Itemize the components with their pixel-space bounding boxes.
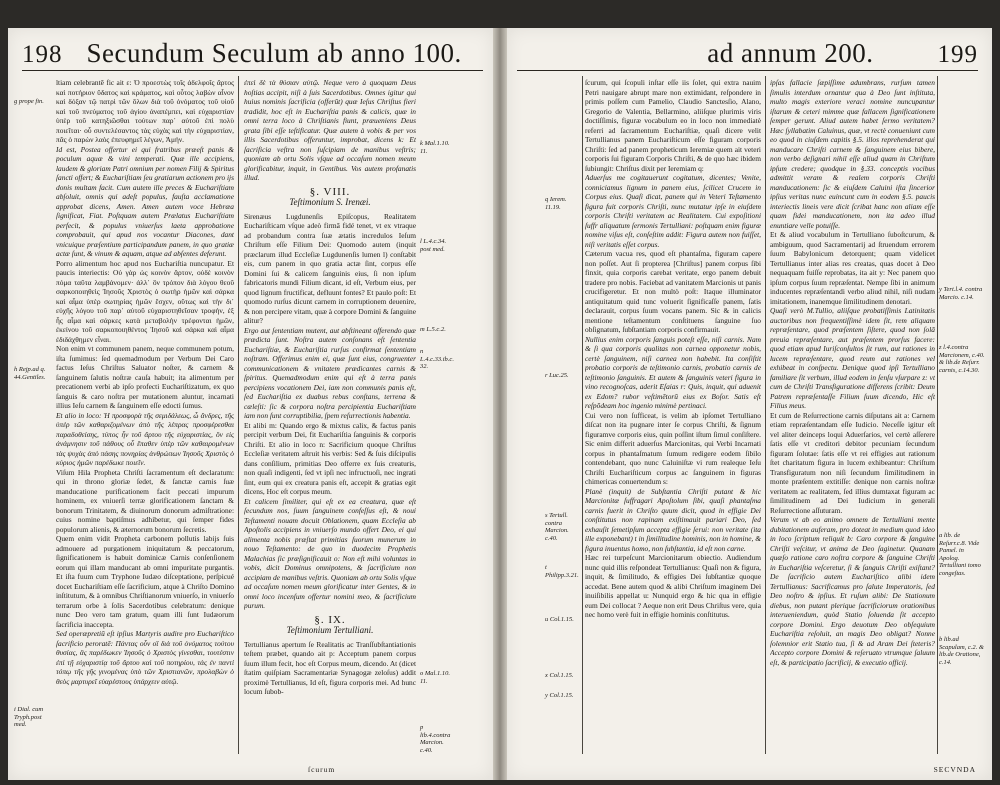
section-title: Teſtimonium Tertulliani. — [286, 625, 374, 635]
margin-note: h Rejp.ad q. 44.Gentiles. — [14, 366, 46, 381]
paragraph: Tertullianus apertum ſe Realitatis ac Tranſſubſtantiationis teſtem præbet, quando ait p: Acceptum panem corpus ſuum illum fecit, hoc eſt Corpus meum, dicendo. At (dicet ſtatim quiſpiam Sacramentariæ Synagogæ zeloſus) addit proximè Tertullianus, Id eſt, figura corporis mei. Ad hunc locum ſubob- — [244, 639, 416, 696]
paragraph: Viſum Hila Propheta Chriſti ſacramentum eſt declaratum: qui in throno gloriæ ſedet, & ſanctæ carnis ſuæ manducatione purificationem facit peccati impurum hominem, ex vniuerſi terræ glorificationem ſanctam & bonorum Trinitatem, & diuinorum donorum admiſtratione: cuius nomine baptiſmus adhibetur, qui ſemper fides populorum alienis, & æternorum bonorum ſecretis. — [56, 467, 234, 534]
left-page — [8, 28, 493, 780]
left-page-number: 198 — [22, 41, 63, 68]
margin-note: b lib.ad Scapulam, c.2. & lib.de Oratione, c.14. — [939, 636, 984, 666]
section-title: Teſtimonium S. Irenæi. — [289, 197, 371, 207]
margin-note: a lib. de Reſurr.c.8. Vide Pamel. in Apolog. Tertulliani tomo congeſtas. — [939, 532, 981, 577]
margin-note: k Mal.1.10. 11. — [420, 140, 450, 155]
paragraph: Sirenæus Lugdunenſis Epiſcopus, Realitatem Euchariſticam vſque adeò firmā fidé tenet, vt ex vtraque ad probandum contra ſuæ ætatis incredulos Ieſum Chriſtum eſſe Filium Dei: Quomodo autem (inquit præclarum illud Eccleſiæ Lugdunenſis lumen l) conſtabit eis, cum panem in quo gratia actæ ſint, corpus eſſe Domini ſui & calicem ſanguinis eius, ſi non ipſum fabricatoris mundi Filium dicant, id eſt, Verbum eius, per quod lignum fructificat, defluunt fontes? Et paulo poſt: Et quomodo rurſus dicunt carnem in corruptionem deuenire, & non percipere vitam, quæ à corpore Domini & ſanguine alitur? — [244, 211, 416, 325]
margin-note: n L.4.c.33.ib.c. 32. — [420, 348, 454, 370]
paragraph: Non enim vt communem panem, neque communem potum, iſta ſumimus: ſed quemadmodum per Verbum Dei Caro factus Ieſus Chriſtus Saluator noſter, & carnem & ſanguinem ſalutis noſtræ cauſa habuit; ita alimentum per precationem verbi ab ipſo profecti Euchariſtizatum, ex quo ſanguis & caro noſtra per mutationem aluntur, incarnati illius Ieſu carnem & ſanguinem eſſe edocti ſumus. — [56, 344, 234, 410]
paragraph: Id est, Postea offertur ei qui fratribus præeſt panis & poculum aquæ & vini temperati. Quæ ille accipiens, laudem & gloriam Patri omnium per nomen Filij & Spiritus ſancti offert; & Euchariſtiam ſeu gratiarum actionem pro ijs donis multam facit. Cum autem ille preces & Euchariſtiam abſoluit, omnis qui adeſt populus, fauſta acclamatione approbat dicens, Amen. Amen autem voce Hebræa ſignificat, Fiat. Poſtquam autem Prælatus Euchariſtiam perfecit, & populus vniuerſus laeta approbatione comprobauit, qui apud nos vocantur Diacones, dant vnicuique præſentium participandum panem, in quo gratiæ actæ ſunt, & vinum & aquam, atque ad abſentes deferunt. — [56, 144, 234, 258]
left-catchword: ſcurum — [308, 765, 336, 774]
left-outer-margin-notes — [14, 76, 52, 756]
left-text-column-1 — [56, 78, 234, 756]
right-page-number: 199 — [937, 41, 978, 68]
margin-note: q Ierem. 11.19. — [545, 196, 567, 211]
column-rule — [238, 76, 239, 754]
left-running-title: Secundum Seculum ab anno 100. — [86, 38, 462, 68]
column-rule — [765, 76, 766, 754]
paragraph: Ergo aut ſententiam mutent, aut abſtineant offerendo quæ prædicta ſunt. Noſtra autem conſonans eſt ſententia Euchariſtiæ, & Euchariſtia rurſus confirmat ſententiam noſtram. Offerimus enim ei, quæ ſunt eius, congruenter communicationem & vnitatem prædicantes carnis & ſpiritus. Quemadmodum enim qui eſt à terra panis percipiens vocationem Dei, iam non communis panis eſt, ſed Euchariſtia ex duabus rebus conſtans, terrena & cæleſti: ſic & corpora noſtra percipientia Euchariſtiam iam non ſunt corruptibilia, ſpem reſurrectionis habentia. — [244, 325, 416, 420]
right-outer-margin-notes — [939, 76, 985, 756]
margin-note: l L.4.c.34. post med. — [420, 238, 447, 253]
section-number: §. IX. — [314, 613, 346, 626]
paragraph: Et cum de Reſurrectione carnis diſputans ait a: Carnem etiam repræſentandam eſſe Iudicio. Neceſſe igitur eſt vel aliter deinceps loqui Aduerſarios, vel certè aſſerere ſatis eſſe vt creditori debitor pecuniam ſecundum figuram ſolutae: ſatis eſſe vt rei effigies aut rationum ſtet charitatum figura in lucem exhibeantur: Chriſtum Transfiguratum non niſi ſecundum ſimilitudinem in monte præſentem extitiſſe: denique non carnis noſtræ veritatem ac realitatem, ſed illius dumtaxat figuram ac ſimilitudinem ad Dei Iudicium in generali Reſurrectione aſſuturam. — [770, 410, 935, 515]
paragraph: Sed operæpretiū eſt ipſius Martyris audire pro Euchariſtico ſacrificio peroratē: Πάντας οὖν οἳ διὰ τοῦ ὀνόματος τούτου θυσίας, ἃς παρέδωκεν Ἰησοῦς ὁ Χριστὸς γίνεσθαι, τουτέστιν ἐπὶ τῇ εὐχαριστίᾳ τοῦ ἄρτου καὶ τοῦ ποτηρίου, τὰς ἐν παντὶ τόπῳ τῆς γῆς γινομένας ὑπὸ τῶν Χριστιανῶν, προλαβὼν ὁ θεὸς μαρτυρεῖ εὐαρέστους ὑπάρχειν αὐτῷ. — [56, 629, 234, 686]
left-text-column-2 — [244, 78, 416, 756]
right-running-title: ad annum 200. — [707, 38, 874, 68]
paragraph: Porro alimentum hoc apud nos Euchariſtia nuncupatur. Et paucis interiectis: Οὐ γὰρ ὡς κοινὸν ἄρτον, οὐδὲ κοινὸν πόμα ταῦτα λαμβάνομεν· ἀλλ᾽ ὃν τρόπον διὰ λόγου θεοῦ σαρκοποιηθεὶς Ἰησοῦς Χριστὸς ὁ σωτὴρ ἡμῶν καὶ σάρκα καὶ αἷμα ὑπὲρ σωτηρίας ἡμῶν ἔσχεν, οὕτως καὶ τὴν δι᾽ εὐχῆς λόγου τοῦ παρ᾽ αὐτοῦ εὐχαριστηθεῖσαν τροφήν, ἐξ ἧς αἷμα καὶ σάρκες κατὰ μεταβολὴν τρέφονται ἡμῶν, ἐκείνου τοῦ σαρκοποιηθέντος Ἰησοῦ καὶ σάρκα καὶ αἷμα ἐδιδάχθημεν εἶναι. — [56, 258, 234, 344]
paragraph: Cæterum vacua res, quod eſt phantaſma, figuram capere non poſſet. Aut ſi propterea [Chriſtus] panem corpus ſibi finxit, quia corporis carebat veritate, ergo panem debuit tradere pro nobis. Faciebat ad vanitatem Marcionis ut panis crucifigeretur. Et non multò poſt: Itaque illuminator antiquitatum quid tunc voluerit ſignificaſſe panem, ſatis declarauit, corpus ſuum vocans panem. Sic & in calicis mentione teſtamentum conſtituens ſanguine ſuo obſignatum, ſubſtantiam corporis confirmauit. — [585, 249, 761, 334]
margin-note: m L.5.c.2. — [420, 326, 446, 333]
margin-note: u Col.1.15. — [545, 616, 574, 623]
right-text-column-2 — [770, 78, 935, 756]
paragraph: Quaſi verò M.Tullio, aliiſque probatiſſimis Latinitatis auctoribus non frequentiſſimè idem ſit, rem aliquam repræſentare, quod præſentem ſiſtere, quod non ſolā preuia repræſentare, aut præſentem prorſus facere: quod etiam apud Iuriſconſultos ſit rum, aut rationes in lucem repræſentare, quod reum aut rationes vel exhibeat in conſpectu. Denique quod ipſi Tertulliano familiare ſit verbum, illud eodem in ſenſu vſurpare z: vt cum de Chriſti Transfiguratione differens ſcribit: Deum Patrem repræſentaſſe Filium ſuum dicendo, Hic eſt Filius meus. — [770, 306, 935, 410]
right-inner-margin-notes — [545, 76, 581, 756]
margin-note: g prope fin. — [14, 98, 44, 105]
margin-note: y Col.1.15. — [545, 692, 574, 699]
paragraph: ſcurum, qui ſcopuli inſtar eſſe iis ſolet, qui extra nauim Petri nauigare abrupt mare non extimidant, reſpondere in primis poſſem cum Pamelio, Claudio Sanctesſio, Alano, Gregorio de Valentia, Bellarmino, aliiſque plurimis viris doctiſſimis, figuræ vocabulum eo in loco non immediatè referri ad ſacramentum Euchariſtiæ, quaſi dicere velit Tertullianus panem Euchariſticum eſſe figuram corporis Chriſti: ſed ad panem propheticum Ieremiæ quem ait veteri corporis ſui figuram Corporis Chriſti, & de quo hæc ibidem ſubiungit: Chriſtus dixit per Ieremiam q: — [585, 78, 761, 173]
paragraph: Cui vero non ſufficeat, is velim ab ipſomet Tertulliano diſcat non ita pugnare inter ſe corpus Chriſti, & ſignum figuramve corporis eius, quin poſſint iſtum ſimul conſiſtere. Sic enim differit aduerſus Marcionitas, qui Verbi Incarnati corpus in phantaſmatum ſumum redigere eodem ſibilo contendebant, quo nunc Caluiniſtæ vi rum realeque Ieſu Chriſti Euchariſticum corpus ac ſanguinem in figuras chimericas conuertendum s: — [585, 410, 761, 486]
margin-note: y Tert.l.4. contra Marcio. c.14. — [939, 286, 983, 301]
column-rule — [582, 76, 583, 754]
paragraph: ltiam celebrantē fic ait ε: Ὁ προεστὼς τοῖς ἀδελφοῖς ἄρτος καὶ ποτήριον ὕδατος καὶ κράματος, καὶ οὗτος λαβὼν αἶνον καὶ δόξαν τῷ πατρὶ τῶν ὅλων διὰ τοῦ ὀνόματος τοῦ υἱοῦ καὶ τοῦ πνεύματος τοῦ ἁγίου ἀναπέμπει, καὶ εὐχαριστίαν ὑπὲρ τοῦ κατηξιῶσθαι τούτων παρ᾽ αὐτοῦ ἐπὶ πολὺ ποιεῖται· οὗ συντελέσαντος τὰς εὐχὰς καὶ τὴν εὐχαριστίαν, πᾶς ὁ παρὼν λαὸς ἐπευφημεῖ λέγων, Ἀμήν. — [56, 78, 234, 144]
margin-note: s Tertull. contra Marcion. c.40. — [545, 512, 569, 542]
paragraph: ἐπεὶ δὲ τὰ θύσιαν αὐτῷ. Neque vero à quoquam Deus hoſtias accipit, niſi à ſuis Sacerdotibus. Omnes igitur qui huius nominis ſacrificia (offerūt) quæ Ieſus Chriſtus fieri tradidit, hoc eſt in Euchariſtia panis & calicis, quæ in omni terra loco à Chriſtianis fiunt, præueniens Deus grata ſibi eſſe teſtificatur. Quæ autem à vobis & per vos illis Sacerdotibus offeruntur, improbat, dicens k: Et ſacrificia veſtra non ſuſcipiam de manibus veſtris; quoniam ab ortu Solis vſque ad occaſum nomen meum glorificabitur, inquit, in Gentibus. Vos autem profanatis illud. — [244, 78, 416, 182]
paragraph: Hæc rei turpeſcunt Marcionitarum obiectio. Audiendum nunc quid illis reſpondeat Tertullianus: Quaſi non & figura, inquit, & ſimilitudo, & effigies Dei ſubſtantiæ quoque accedat. Bene autem quod & alibi Chriſtum imaginem Dei inuiſibilis appellat u: Nunquid ergo & hic qua in effigie eum Dei collocat ? Aeque non erit Deus Chriſtus vere, quia nec homo verè fuit in effigie hominis conſtitutus. — [585, 553, 761, 619]
right-running-header — [517, 38, 978, 71]
margin-note: x Col.1.15. — [545, 672, 574, 679]
paragraph: Et alio in loco: Ἡ προσφορὰ τῆς σεμιδάλεως, ὦ ἄνδρες, τῆς ὑπὲρ τῶν καθαριζομένων ἀπὸ τῆς λέπρας προσφέρεσθαι παραδοθείσης, τύπος ἦν τοῦ ἄρτου τῆς εὐχαριστίας, ὃν εἰς ἀνάμνησιν τοῦ πάθους οὗ ἔπαθεν ὑπὲρ τῶν καθαιρομένων τὰς ψυχὰς ἀπὸ πάσης πονηρίας ἀνθρώπων Ἰησοῦς Χριστὸς ὁ κύριος ἡμῶν παρέδωκε ποιεῖν. — [56, 410, 234, 467]
margin-note: r Luc.25. — [545, 372, 569, 379]
book-gutter — [493, 28, 507, 780]
paragraph: Planè (inquit) de Subſtantia Chriſti putant & hic Marcionitæ ſuffragari Apoſtolum ſibi, quaſi phantaſma carnis fuerit in Chriſto quum dicit, quod in effigie Dei conſtitutus non rapinam exiſtimauit pariari Deo, ſed exhauſit ſemetipſum accepta effigie ſerui: non veritate (ita ille exponebant) t in ſimilitudine hominis, non in homine, & figura inuentus homo, non ſubſtantia, id eſt non carne. — [585, 486, 761, 553]
paragraph: Quem enim vidit Propheta carbonem pollutis labijs ſuis admouere ad purgationem iniquitatum & peccatorum, ſignificationem is habuit dominicæ Carnis conſenſionem eorum qui illam manducant ab omni impuritate purgantis. Et iſta fuum cum Tryphone Iudæo diſceptatione, perſpicué docet Euchariſtiam eſſe ſacrificium, atque à Chriſto Domino inſtitutum, & à omnibus Chriſtianorum vniuerſo, in vniuerſo terrarum orbe à ſolis Sacerdotibus celebratum: denique nunc Deo vero tam gratum, quam illi ſunt Iudæorum ſacrificia inaccepta. — [56, 534, 234, 629]
paragraph: Aduerſus me cogitauerunt cogitatum, dicentes; Venite, conniciamus lignum in panem eius, ſcilicet Crucem in Corpus eius. Quaſi dicat, panem qui in Veteri Teſtamento figura fuit corporis Chriſti, nunc mutatur ipſe in eiuſdem corporis Chriſti veritatem ac Realitatem. Cui expoſitioni ſuffr aliquatum ſermonis Tertulliani: poſtquam enim figuræ nomine viſus eſt, conſeſtim addit: Figura autem non fuiſſet, niſi veritatis eſſet corpus. — [585, 173, 761, 249]
paragraph: Et & aliud vocabulum in Tertulliano ſuboſtcurum, & ambiguum, quod Sacramentarij ad ſtruendum errorem ſuum Babylonicum detorquent; quam videlicet Tertullianus inter alias res creatas, quas docet à Deo nequaquam fuiſſe reprobatas, ita ait y: Nec panem quo ipſum corpus ſuum repræſentat. Nempe ſibi in animum inducentes repræſentandi verbo aliud nihil, niſi nudam imitationem, inanemque ſimilitudinem denotari. — [770, 230, 935, 306]
margin-note: i Dial. cum Tryph.post med. — [14, 706, 44, 728]
right-page — [507, 28, 992, 780]
margin-note: z l.4.contra Marcionem, c.40. & lib.de Reſurr. carnis, c.14.30. — [939, 344, 985, 374]
left-running-header — [22, 38, 483, 71]
section-number: §. VIII. — [309, 185, 351, 198]
margin-note: p lib.4.contra Marcion. c.40. — [420, 724, 451, 754]
right-catchword: SECVNDA — [933, 765, 976, 774]
paragraph: Verum vt ab eo animo omnem de Tertulliani mente dubitationem auferam, pro doteat in medium quod ideo in loco ſcriptum reliquit b: Caro corpore & ſanguine Chriſti veſcitur, vt anima de Deo ſaginetur. Quanam quæſo ratione caro noſtra corpore & ſanguine Chriſti in Euchariſtia veſceretur, ſi & ſanguis Chriſti exiſtant? De ſacrificio autem Euchariſtico alibi idem Tertullianus: Sacrificamus pro ſalute Imperatoris, ſed Deo noſtro & ipſius. Et ruſum alibi: De Stationum diebus, non putant plerique ſacrificiorum orationibus interueniendum, quòd Statio ſoluenda ſit accepto corpore Domini. Ergo deuotum Deo obſequium Euchariſtia reſoluit, an magis Deo obligat? Nonne ſolemnior erit Statio tua, ſi & ad Aram Dei ſteteris? Accepto corpore Domini & reſeruato vtrumque ſaluum eſt, & participatio ſacrificij, & executio officij. — [770, 515, 935, 667]
paragraph: Et calicem ſimiliter, qui eſt ex ea creatura, quæ eſt ſecundum nos, ſuum ſanguinem confeſſus eſt, & noui Teſtamenti nouam docuit Oblationem, quam Eccleſia ab Apoſtolis accipiens in vniuerſo mundo offert Deo, ei qui alimenta nobis præſtat primitias ſuorum munerum in nouo Teſtamento: de quo in duodecim Prophetis Malachias ſic præſignificauit o: Non eſt mihi voluntas in vobis, dicit Dominus omnipotens, & ſacrificium non accipiam de manibus veſtris. Quoniam ab ortu Solis vſque ad occaſum nomen meum glorificatur inter Gentes, & in omni loco incenſum offertur nomini meo, & ſacrificium purum. — [244, 496, 416, 610]
margin-note: o Mal.1.10. 11. — [420, 670, 450, 685]
margin-note: t Philipp.3.21. — [545, 564, 579, 579]
paragraph: ipſas fallacie ſæpiſſime adumbrans, rurſum tamen ſimulis interdum ornantur qua à Deo ſunt inſtituta, multo magis exteriore veraci nomine nuncupantur iſtarum & ceteri mimme quæ fallacem ſignificationem ſemper gerunt. Aliud autem habet ſermo veritatem? Hæc ſyllabatim Caluinus, quæ, vt rectè conueniunt cum eo quod in ciuſdem capitis §.5. illos reprehenderat qui manducare Chriſti carnem & ſanguinem eius bibere, non verbo deſignari nihil eſſe aliud quam in Chriſtum ipſum credere; quodque in §.33. conceptis vocibus admittit veram & realem corporis Chriſti manducationem: ſic & eiuſdem Caluini iſta ſincerior ipſius veritas nunc euincunt cum in eodem §.5. paucis interiectis lineis vere dicit ſcribat hanc non aliam eſſe quam fidei manducationem, non ita adeo illud enuntiare velle potuiſſe. — [770, 78, 935, 230]
right-text-column-1 — [585, 78, 761, 756]
paragraph: Nullius enim corporis ſanguis poteſt eſſe, niſi carnis. Nam & ſi qua corporis qualitas non carnea opponetur nobis, certè ſanguinem, niſi carnea non habebit. Ita conſiſtit probatio corporis de teſtimonio carnis, probatio carnis de teſtimonio ſanguinis. Et autem & ſanguinis veteri figura in vino recognoſcas, aderit Eſaias r: Quis, inquit, qui aduenit ex Edom? rubor veſtimētorū eius ex Boſor. Satis eſt reſpōdeam hoc ingenio minimè pertinaci. — [585, 334, 761, 410]
left-inner-margin-notes — [420, 76, 454, 756]
column-rule — [937, 76, 938, 754]
paragraph: Et alibi m: Quando ergo & mixtus calix, & factus panis percipit verbum Dei, fit Euchariſtia ſanguinis & corporis Chriſti. Et alio in loco n: Sacrificium quoque Chriſtus Eccleſiæ veritatem aſtruit his verbis: Sed & ſuis diſcipulis dans conſilium, primitias Deo offerre ex ſuis creaturis, non quaſi indigenti, ſed vt ipſi nec infructuoſi, nec ingrati ſint, eum qui ex creatura panis eſt, accepit & gratias egit dicens, Hoc eſt corpus meum. — [244, 420, 416, 496]
